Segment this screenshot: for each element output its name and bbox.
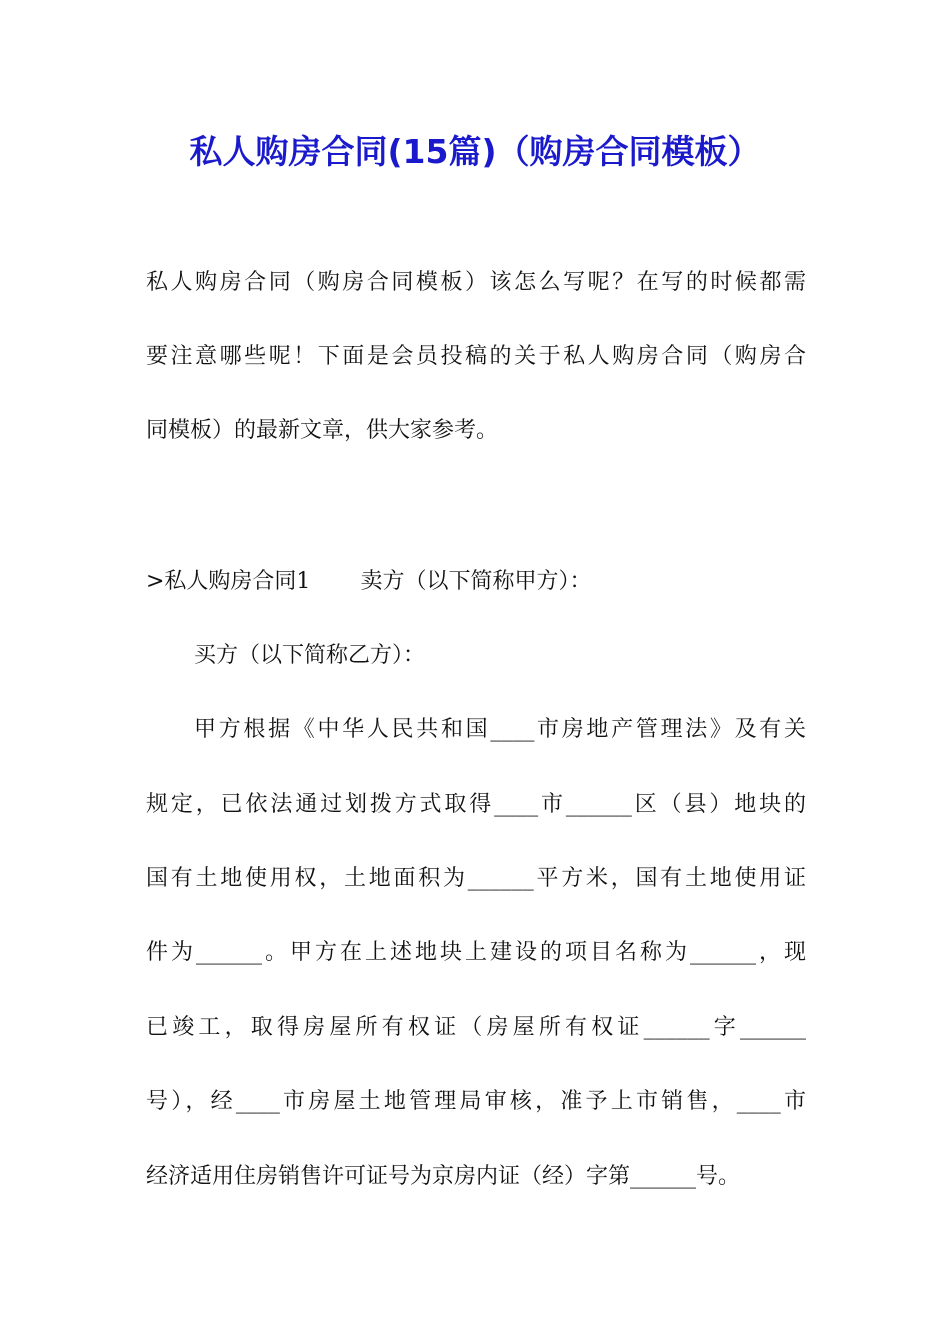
body-line-6: 号），经____市房屋土地管理局审核，准予上市销售，____市 [146, 1089, 806, 1114]
seller-label: 卖方（以下简称甲方）： [360, 569, 592, 594]
intro-line-1: 私人购房合同（购房合同模板）该怎么写呢？在写的时候都需 [146, 270, 806, 295]
section-heading: >私人购房合同1 [146, 569, 311, 594]
section-heading-line [146, 566, 806, 598]
intro-line-3: 同模板）的最新文章，供大家参考。 [146, 418, 499, 443]
body-line-2: 规定，已依法通过划拨方式取得____市______区（县）地块的 [146, 792, 806, 817]
body-line-1: 甲方根据《中华人民共和国____市房地产管理法》及有关 [194, 717, 806, 742]
buyer-label: 买方（以下简称乙方）： [194, 643, 426, 668]
body-line-7: 经济适用住房销售许可证号为京房内证（经）字第______号。 [146, 1164, 741, 1189]
intro-line-2: 要注意哪些呢！下面是会员投稿的关于私人购房合同（购房合 [146, 344, 806, 369]
body-line-4: 件为______。甲方在上述地块上建设的项目名称为______，现 [146, 940, 806, 965]
body-line-3: 国有土地使用权，土地面积为______平方米，国有土地使用证 [146, 866, 806, 891]
body-line-5: 已竣工，取得房屋所有权证（房屋所有权证______字______ [146, 1015, 806, 1040]
document-title: 私人购房合同(15篇)（购房合同模板） [189, 132, 761, 171]
